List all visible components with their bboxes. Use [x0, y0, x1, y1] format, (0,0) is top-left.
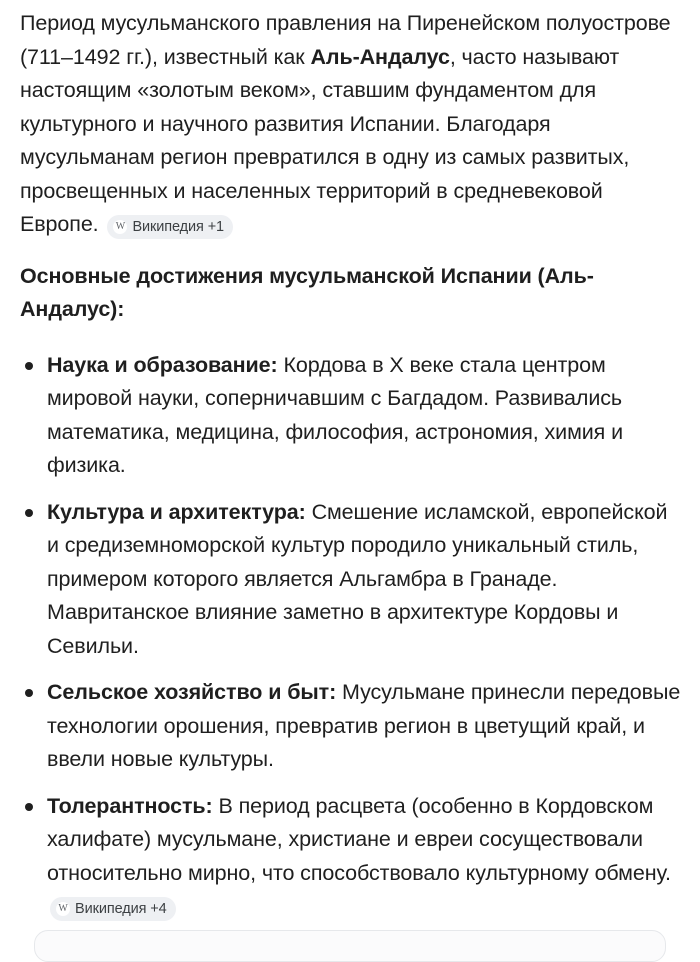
- list-item-culture: [20, 496, 682, 664]
- list-item-text: Мусульмане принесли передовые технологии орошения, превратив регион в цветущий край, и ввели новые культуры.: [47, 680, 681, 771]
- next-card-edge: [34, 930, 666, 962]
- achievements-list: [20, 349, 682, 924]
- source-chip-label: Википедия +1: [132, 219, 225, 235]
- source-chip-intro[interactable]: [107, 215, 233, 239]
- list-item-agriculture: [20, 676, 682, 777]
- source-chip-tolerance[interactable]: [50, 897, 176, 921]
- section-title: Основные достижения мусульманской Испании (Аль-Андалус):: [20, 263, 594, 321]
- list-item-science: [20, 349, 682, 483]
- wikipedia-w-icon: W: [56, 902, 70, 916]
- wikipedia-w-icon: W: [113, 220, 127, 234]
- list-item-tolerance: [20, 790, 682, 924]
- list-item-text: В период расцвета (особенно в Кордовском халифате) мусульмане, христиане и евреи сосуществовали относительно мирно, что способствовало культурному обмену.: [47, 793, 671, 885]
- bullet-dot-icon: [25, 689, 33, 697]
- list-item-text: Кордова в X веке стала центром мировой науки, соперничавшим с Багдадом. Развивались математика, медицина, философия, астрономия, химия и физика.: [47, 352, 623, 477]
- list-item-title: Культура и архитектура:: [47, 499, 306, 524]
- list-item-title: Сельское хозяйство и быт:: [47, 680, 337, 704]
- intro-paragraph: [20, 0, 682, 242]
- bullet-dot-icon: [25, 803, 33, 811]
- list-item-title: Наука и образование:: [47, 352, 278, 377]
- source-chip-label: Википедия +4: [75, 901, 167, 917]
- list-item-title: Толерантность:: [47, 793, 213, 818]
- intro-text-after: , часто называют настоящим «золотым веком», ставшим фундаментом для культурного и научного развития Испании. Благодаря мусульманам регион превратился в одну из самых развитых, просвещенных и населенных территорий в средневековой Европе.: [20, 44, 630, 236]
- intro-text-before: Период мусульманского правления на Пиренейском полуострове (711–1492 гг.), известный как: [20, 11, 671, 69]
- bullet-dot-icon: [25, 362, 33, 370]
- intro-bold-term: Аль-Андалус: [310, 44, 450, 69]
- bullet-dot-icon: [25, 509, 33, 517]
- list-item-text: Смешение исламской, европейской и средиземноморской культур породило уникальный стиль, примером которого является Альгамбра в Гранаде. Мавританское влияние заметно в архитектуре Кордовы и Севильи.: [47, 499, 668, 658]
